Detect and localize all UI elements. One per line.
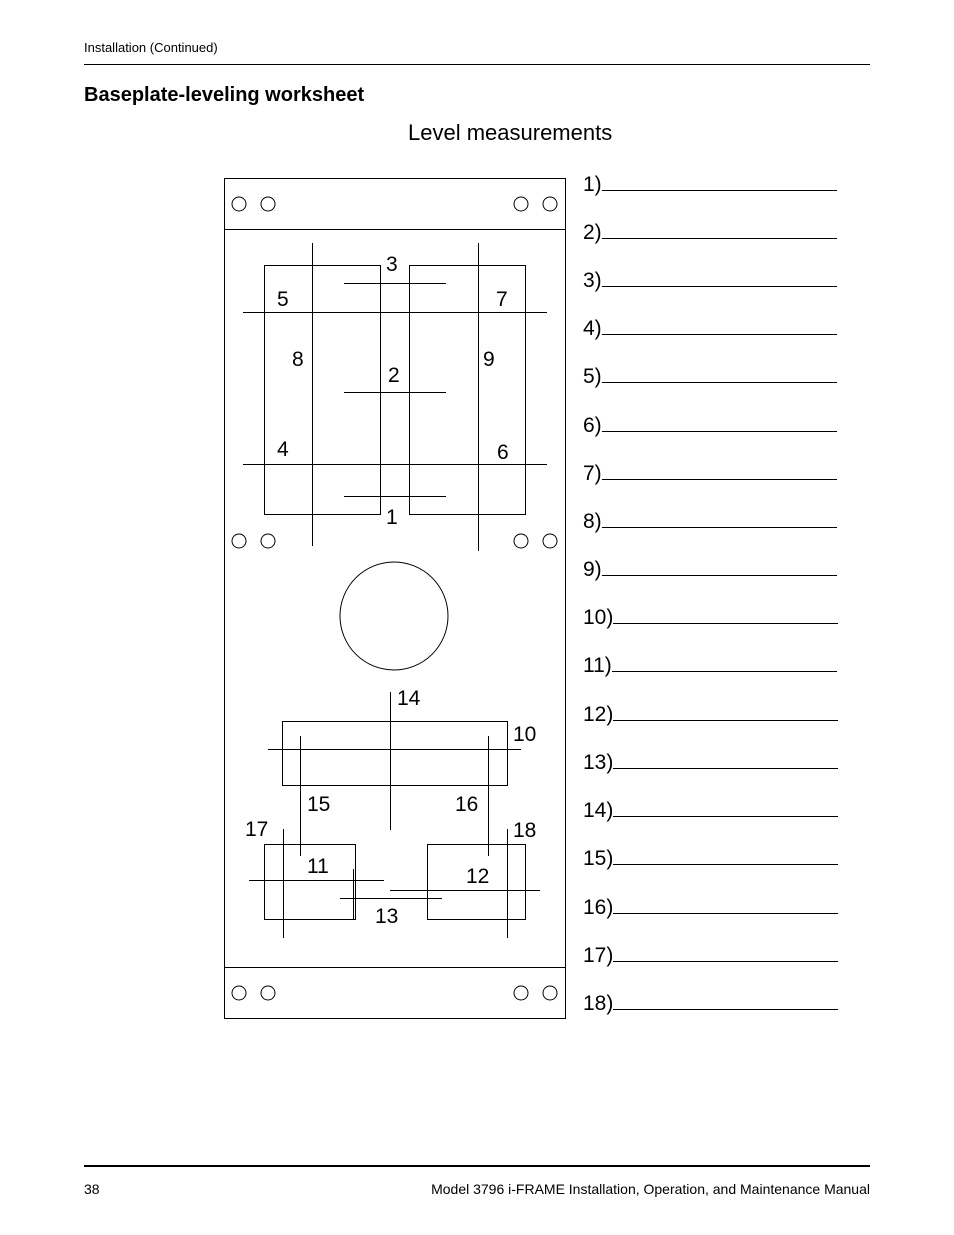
measurement-line[interactable]: [583, 172, 837, 197]
bolt-hole: [543, 534, 557, 548]
bolt-hole: [232, 986, 246, 1000]
measurement-blank[interactable]: [613, 943, 838, 962]
measurement-blank[interactable]: [612, 653, 837, 672]
point-label: 10: [513, 723, 537, 746]
measurement-label: 12): [583, 703, 614, 726]
measurement-blank[interactable]: [602, 509, 837, 528]
measurement-line[interactable]: [583, 413, 837, 438]
measurement-label: 6): [583, 414, 602, 437]
measurement-label: 9): [583, 558, 602, 581]
point-label: 14: [397, 687, 421, 710]
measurement-blank[interactable]: [613, 750, 838, 769]
measurement-label: 13): [583, 751, 614, 774]
measurement-line[interactable]: [583, 220, 837, 245]
measurement-blank[interactable]: [613, 991, 838, 1010]
point-label: 1: [386, 506, 398, 529]
point-label: 13: [375, 905, 399, 928]
measurement-blank[interactable]: [602, 364, 837, 383]
measurement-label: 16): [583, 896, 614, 919]
figure-title: Level measurements: [408, 120, 613, 145]
bolt-hole: [261, 986, 275, 1000]
measurement-line[interactable]: [583, 364, 837, 389]
bolt-hole: [514, 986, 528, 1000]
measurement-line[interactable]: [583, 991, 838, 1016]
measurement-line[interactable]: [583, 509, 837, 534]
measurement-label: 14): [583, 799, 614, 822]
measurement-blank[interactable]: [602, 268, 837, 287]
bolt-hole: [514, 534, 528, 548]
page-number: 38: [84, 1181, 100, 1197]
measurement-label: 10): [583, 606, 614, 629]
bolt-hole: [514, 197, 528, 211]
measurement-label: 2): [583, 221, 602, 244]
measurement-blank[interactable]: [602, 461, 837, 480]
measurement-label: 7): [583, 462, 602, 485]
point-label: 2: [388, 364, 400, 387]
measurement-line[interactable]: [583, 557, 837, 582]
point-label: 5: [277, 288, 289, 311]
measurement-line[interactable]: [583, 702, 838, 727]
section-title: Baseplate-leveling worksheet: [84, 84, 365, 106]
grout-hole: [340, 562, 448, 670]
running-head: Installation (Continued): [84, 40, 218, 55]
point-label: 18: [513, 819, 537, 842]
footer-rule: [84, 1165, 870, 1167]
point-label: 4: [277, 438, 289, 461]
bolt-hole: [232, 534, 246, 548]
bolt-hole: [232, 197, 246, 211]
measurement-blank[interactable]: [602, 413, 837, 432]
point-label: 11: [307, 855, 329, 878]
measurement-blank[interactable]: [602, 172, 837, 191]
measurement-label: 3): [583, 269, 602, 292]
measurement-blank[interactable]: [613, 605, 838, 624]
point-label: 6: [497, 441, 509, 464]
measurement-line[interactable]: [583, 461, 837, 486]
measurement-line[interactable]: [583, 846, 838, 871]
pump-pad-right: [410, 266, 526, 515]
measurement-label: 11): [583, 654, 612, 677]
bolt-hole: [543, 197, 557, 211]
measurement-line[interactable]: [583, 750, 838, 775]
measurement-label: 8): [583, 510, 602, 533]
measurement-label: 17): [583, 944, 614, 967]
manual-title: Model 3796 i-FRAME Installation, Operation, and Maintenance Manual: [431, 1181, 870, 1197]
measurement-line[interactable]: [583, 605, 838, 630]
measurement-blank[interactable]: [602, 557, 837, 576]
measurement-line[interactable]: [583, 895, 838, 920]
measurement-blank[interactable]: [613, 846, 838, 865]
bolt-hole: [261, 197, 275, 211]
point-label: 3: [386, 253, 398, 276]
measurement-label: 4): [583, 317, 602, 340]
measurement-line[interactable]: [583, 943, 838, 968]
point-label: 16: [455, 793, 479, 816]
measurement-line[interactable]: [583, 798, 838, 823]
measurement-line[interactable]: [583, 268, 837, 293]
point-label: 15: [307, 793, 331, 816]
measurement-blank[interactable]: [602, 316, 837, 335]
point-label: 7: [496, 288, 508, 311]
measurement-line[interactable]: [583, 316, 837, 341]
measurement-label: 5): [583, 365, 602, 388]
measurement-blank[interactable]: [602, 220, 837, 239]
measurement-line[interactable]: [583, 653, 837, 678]
measurement-label: 1): [583, 173, 602, 196]
measurement-blank[interactable]: [613, 798, 838, 817]
point-label: 9: [483, 348, 495, 371]
measurement-label: 15): [583, 847, 614, 870]
point-label: 8: [292, 348, 304, 371]
bolt-hole: [543, 986, 557, 1000]
point-label: 12: [466, 865, 490, 888]
measurement-blank[interactable]: [613, 702, 838, 721]
measurement-label: 18): [583, 992, 614, 1015]
baseplate-outline: [225, 179, 566, 1019]
bolt-hole: [261, 534, 275, 548]
measurement-blank[interactable]: [613, 895, 838, 914]
motor-pad: [283, 722, 508, 786]
point-label: 17: [245, 818, 269, 841]
